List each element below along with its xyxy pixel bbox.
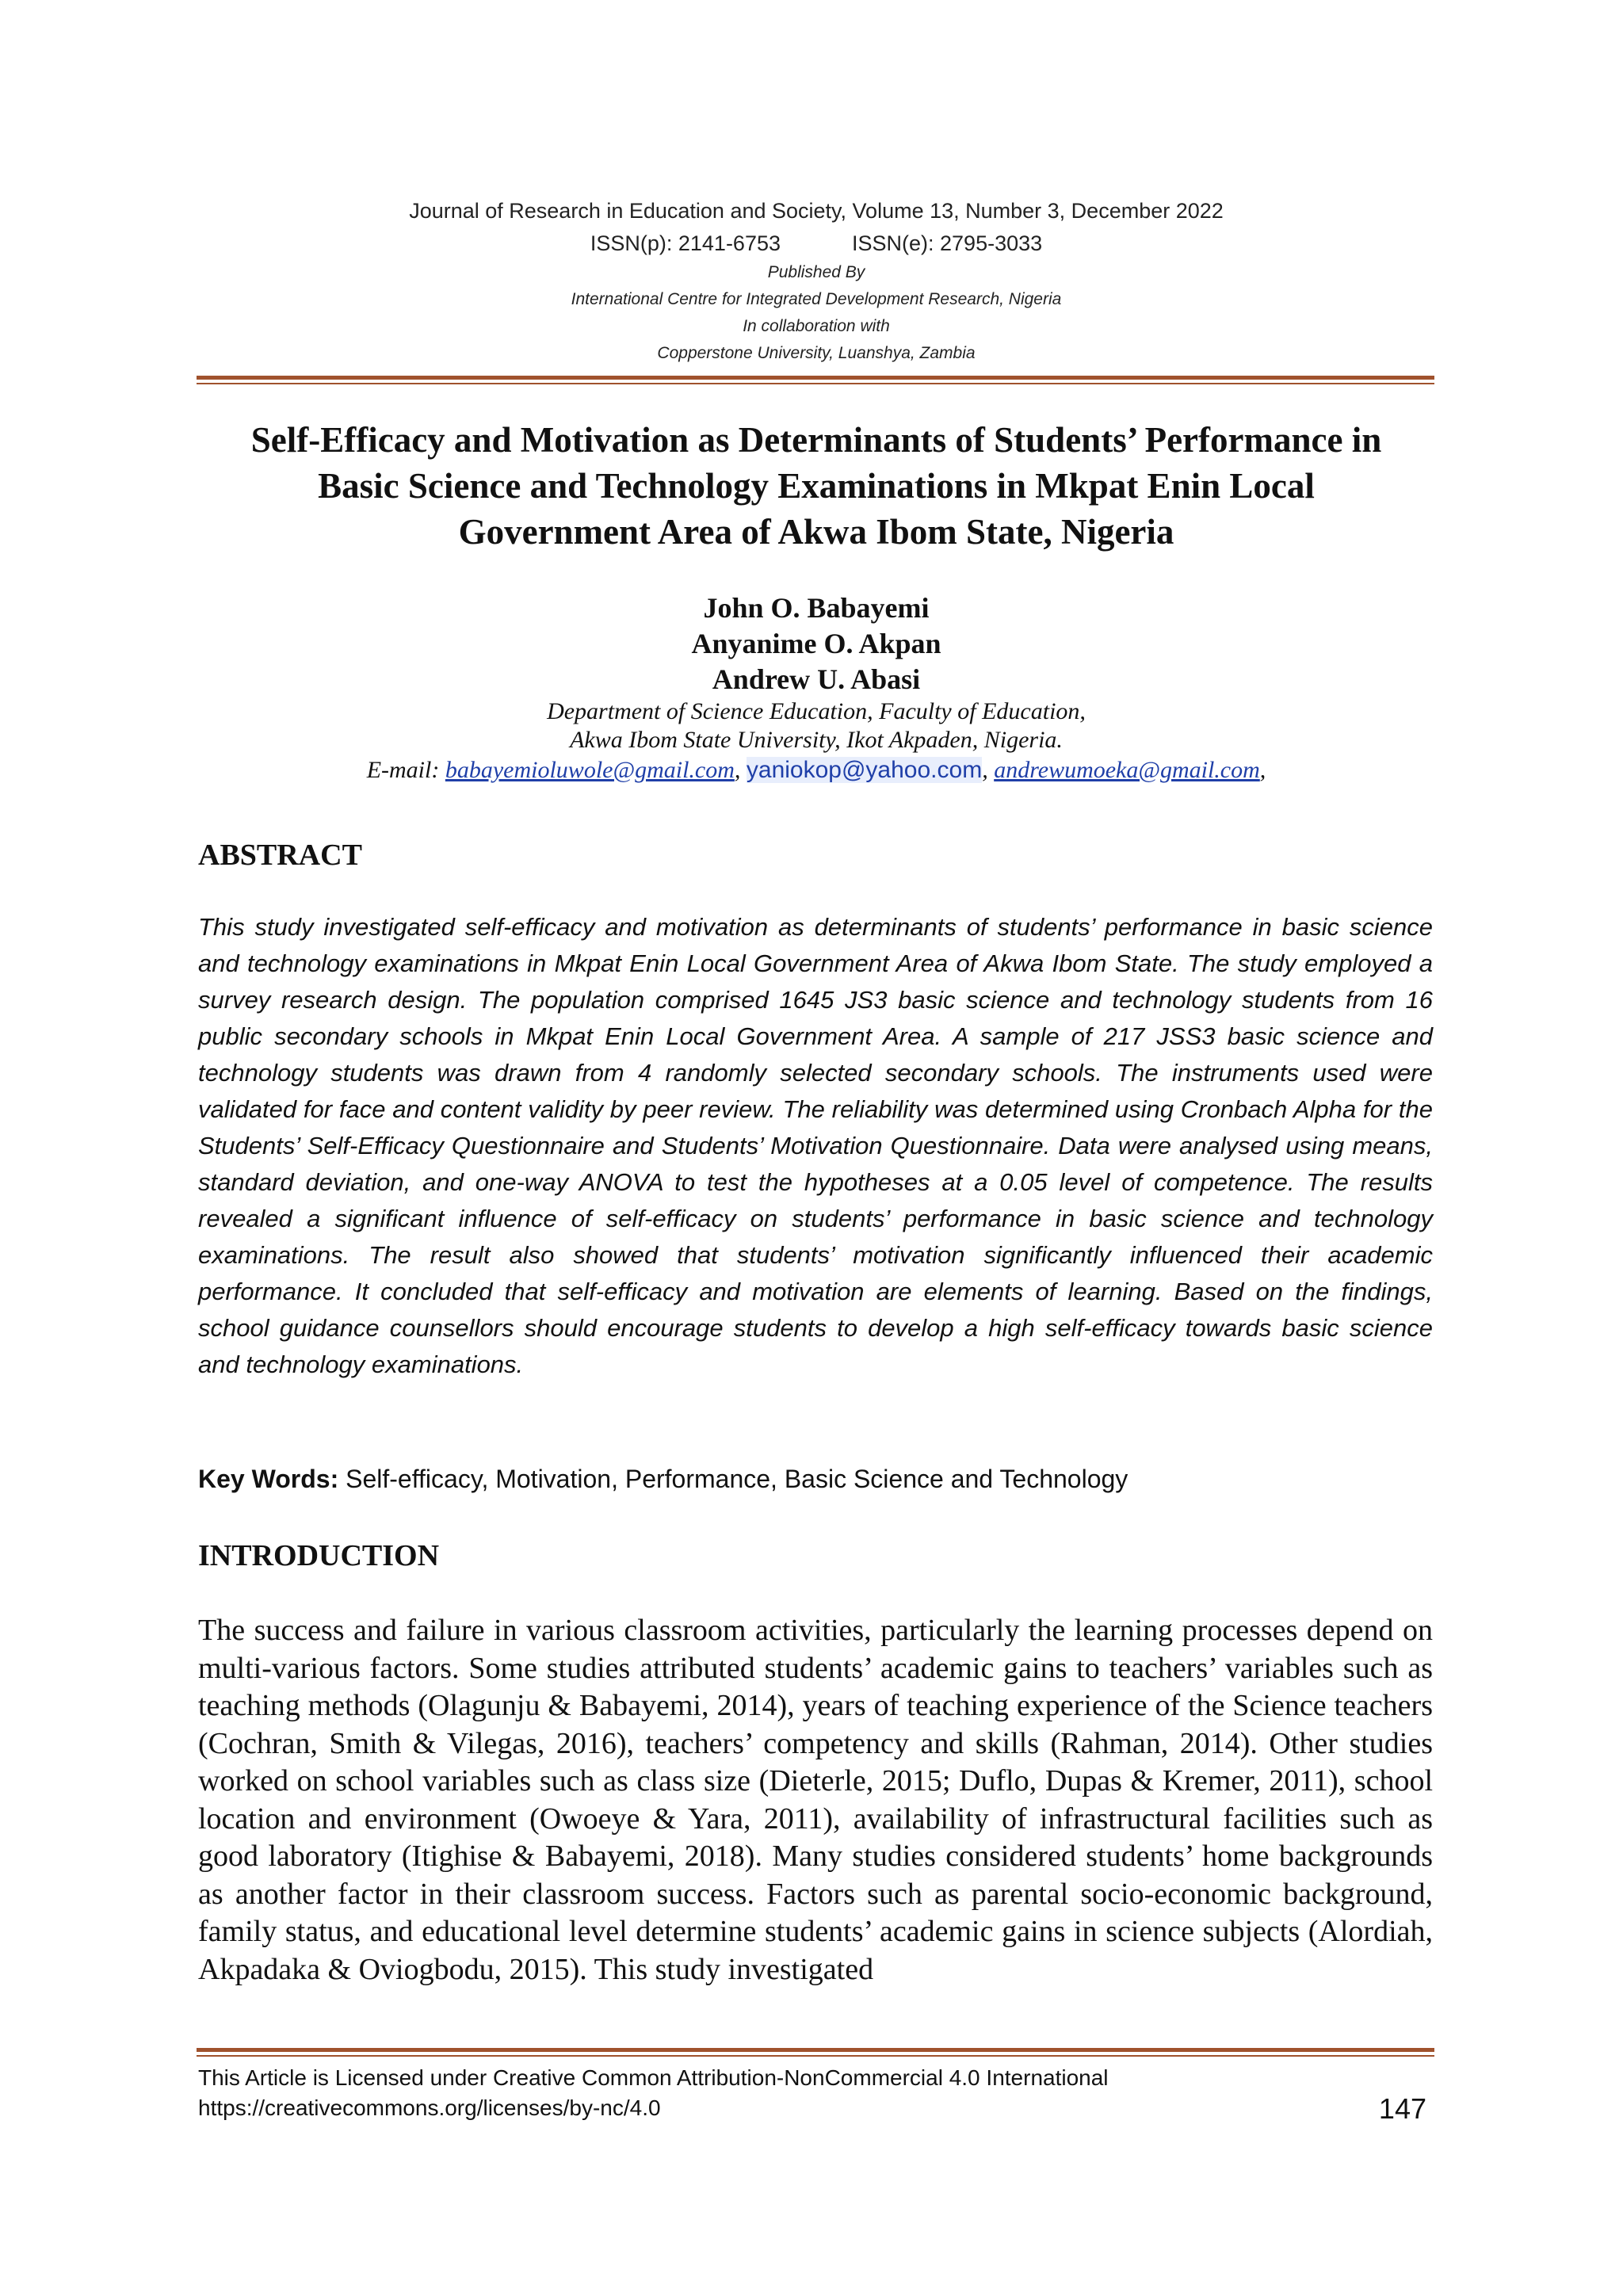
published-by: Published By	[767, 263, 865, 281]
introduction-heading: INTRODUCTION	[198, 1539, 440, 1572]
issn-line	[198, 227, 1434, 259]
abstract-heading: ABSTRACT	[198, 839, 362, 872]
license-url[interactable]: https://creativecommons.org/licenses/by-nc/4.0	[198, 2095, 661, 2120]
header-rule-thick	[197, 376, 1434, 380]
page-number: 147	[1378, 2092, 1426, 2125]
author-block	[198, 590, 1434, 786]
author-name: Anyanime O. Akpan	[691, 628, 941, 659]
footer-rule-thin	[197, 2055, 1434, 2057]
email-label: E-mail:	[366, 757, 440, 783]
collaboration-label: In collaboration with	[743, 317, 890, 335]
issn-print: ISSN(p): 2141-6753	[590, 231, 781, 255]
footer	[198, 2063, 1434, 2123]
title-line-1: Self-Efficacy and Motivation as Determinants of Students’ Performance in	[250, 420, 1382, 460]
footer-rule-thick	[197, 2048, 1434, 2052]
license-text: This Article is Licensed under Creative Common Attribution-NonCommercial 4.0 International	[198, 2065, 1109, 2090]
introduction-text: The success and failure in various classroom activities, particularly the learning processes depend on multi-various factors. Some studies attributed students’ academic gains to teachers’ variables such as teaching methods (Olagunju & Babayemi, 2014), years of teaching experience of the Science teachers (Cochran, Smith & Vilegas, 2016), teachers’ competency and skills (Rahman, 2014). Other studies worked on school variables such as class size (Dieterle, 2015; Duflo, Dupas & Kremer, 2011), school location and environment (Owoeye & Yara, 2011), availability of infrastructural facilities such as good laboratory (Itighise & Babayemi, 2018). Many studies considered students’ home backgrounds as another factor in their classroom success. Factors such as parental socio-economic background, family status, and educational level determine students’ academic gains in science subjects (Alordiah, Akpadaka & Oviogbodu, 2015). This study investigated	[198, 1614, 1433, 1986]
publisher: International Centre for Integrated Development Research, Nigeria	[571, 290, 1062, 308]
title-line-2: Basic Science and Technology Examinations in Mkpat Enin Local	[318, 466, 1315, 506]
header-rule-thin	[197, 383, 1434, 384]
affiliation-line-1: Department of Science Education, Faculty of Education,	[547, 698, 1086, 724]
paper-title	[198, 417, 1434, 555]
author-name: Andrew U. Abasi	[712, 663, 921, 695]
journal-header	[198, 194, 1434, 367]
abstract-text: This study investigated self-efficacy and motivation as determinants of students’ performance in basic science and technology examinations in Mkpat Enin Local Government Area of Akwa Ibom State. The study employed a survey research design. The population comprised 1645 JS3 basic science and technology students from 16 public secondary schools in Mkpat Enin Local Government Area. A sample of 217 JSS3 basic science and technology students was drawn from 4 randomly selected secondary schools. The instruments used were validated for face and content validity by peer review. The reliability was determined using Cronbach Alpha for the Students’ Self-Efficacy Questionnaire and Students’ Motivation Questionnaire. Data were analysed using means, standard deviation, and one-way ANOVA to test the hypotheses at a 0.05 level of competence. The results revealed a significant influence of self-efficacy on students’ performance in basic science and technology examinations. The result also showed that students’ motivation significantly influenced their academic performance. It concluded that self-efficacy and motivation are elements of learning. Based on the findings, school guidance counsellors should encourage students to develop a high self-efficacy towards basic science and technology examinations.	[198, 913, 1433, 1378]
email-link-abasi[interactable]: andrewumoeka@gmail.com	[994, 757, 1260, 783]
keywords-label: Key Words:	[198, 1465, 339, 1493]
email-line: E-mail: babayemioluwole@gmail.com, yaniokop@yahoo.com, andrewumoeka@gmail.com,	[366, 757, 1266, 783]
author-name: John O. Babayemi	[703, 592, 930, 624]
email-link-babayemi[interactable]: babayemioluwole@gmail.com	[445, 757, 735, 783]
email-link-akpan[interactable]: yaniokop@yahoo.com	[746, 757, 983, 783]
affiliation-line-2: Akwa Ibom State University, Ikot Akpaden, Nigeria.	[570, 727, 1063, 753]
keywords	[198, 1461, 1433, 1496]
issn-electronic: ISSN(e): 2795-3033	[852, 231, 1043, 255]
partner-university: Copperstone University, Luanshya, Zambia	[657, 344, 976, 362]
title-line-3: Government Area of Akwa Ibom State, Nigeria	[458, 512, 1174, 552]
journal-title-line: Journal of Research in Education and Society, Volume 13, Number 3, December 2022	[409, 199, 1224, 223]
keywords-value: Self-efficacy, Motivation, Performance, Basic Science and Technology	[346, 1465, 1128, 1493]
